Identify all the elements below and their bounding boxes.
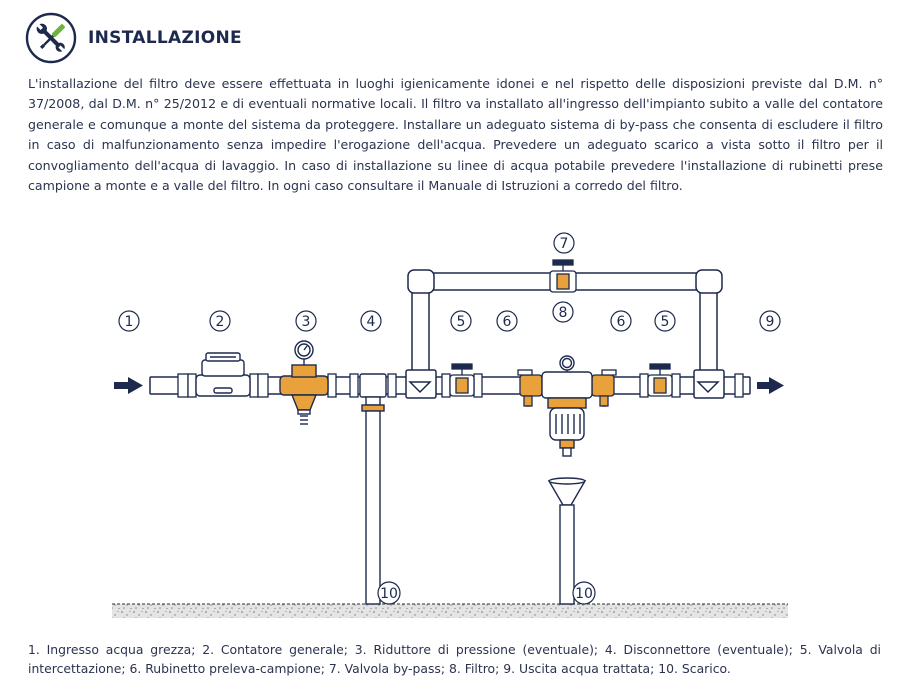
callout-6-inlet <box>497 311 517 331</box>
svg-text:10: 10 <box>575 586 593 602</box>
svg-text:5: 5 <box>660 314 670 330</box>
callout-5-inlet <box>451 311 471 331</box>
callout-1 <box>119 311 139 331</box>
section-title: INSTALLAZIONE <box>88 28 242 48</box>
callout-2 <box>210 311 230 331</box>
callout-10-left <box>378 582 400 604</box>
svg-text:2: 2 <box>215 314 225 330</box>
shutoff-valve-outlet <box>648 364 672 396</box>
svg-text:8: 8 <box>558 305 568 321</box>
filter <box>542 356 592 456</box>
callout-8 <box>553 302 573 322</box>
svg-text:1: 1 <box>124 314 134 330</box>
svg-text:9: 9 <box>765 314 775 330</box>
bypass-valve <box>550 260 576 292</box>
sample-tap-inlet <box>518 370 542 406</box>
outlet-arrow <box>757 377 784 394</box>
callout-4 <box>361 311 381 331</box>
backflow-preventer <box>360 374 386 604</box>
callout-3 <box>296 311 316 331</box>
callout-6-outlet <box>611 311 631 331</box>
svg-text:4: 4 <box>366 314 376 330</box>
callout-9 <box>760 311 780 331</box>
diagram-legend: 1. Ingresso acqua grezza; 2. Contatore generale; 3. Riduttore di pressione (eventuale); 4. Disconnettore (eventuale); 5. Valvola di intercettazione; 6. Rubinetto preleva-campione; 7. Valvola by-pass; 8. Filtro; 9. Uscita acqua trattata; 10. Scarico. <box>28 642 881 676</box>
callout-5-outlet <box>655 311 675 331</box>
water-meter <box>196 353 250 396</box>
callout-7 <box>554 233 574 253</box>
svg-text:6: 6 <box>616 314 626 330</box>
svg-text:3: 3 <box>301 314 311 330</box>
callout-10-right <box>573 582 595 604</box>
ground <box>112 604 788 618</box>
shutoff-valve-inlet <box>450 364 474 396</box>
svg-text:7: 7 <box>559 236 569 252</box>
svg-text:10: 10 <box>380 586 398 602</box>
intro-paragraph: L'installazione del filtro deve essere effettuata in luoghi igienicamente idonei e nel rispetto delle disposizioni previste dal D.M. n° 37/2008, dal D.M. n° 25/2012 e di eventuali normative locali. Il filtro va installato all'ingresso dell'impianto subito a valle del contatore generale e comunque a monte del sistema da proteggere. Installare un adeguato sistema di by-pass che consenta di escludere il filtro in caso di malfunzionamento senza impedire l'erogazione dell'acqua. Prevedere un adeguato scarico a vista sotto il filtro per il convogliamento dell'acqua di lavaggio. In caso di installazione su linee di acqua potabile prevedere l'installazione di rubinetti prese campione a monte e a valle del filtro. In ogni caso consultare il Manuale di Istruzioni a corredo del filtro. <box>28 76 883 194</box>
sample-tap-outlet <box>592 370 616 406</box>
inlet-arrow <box>114 377 143 394</box>
svg-text:6: 6 <box>502 314 512 330</box>
pressure-reducer <box>280 341 328 424</box>
svg-text:5: 5 <box>456 314 466 330</box>
